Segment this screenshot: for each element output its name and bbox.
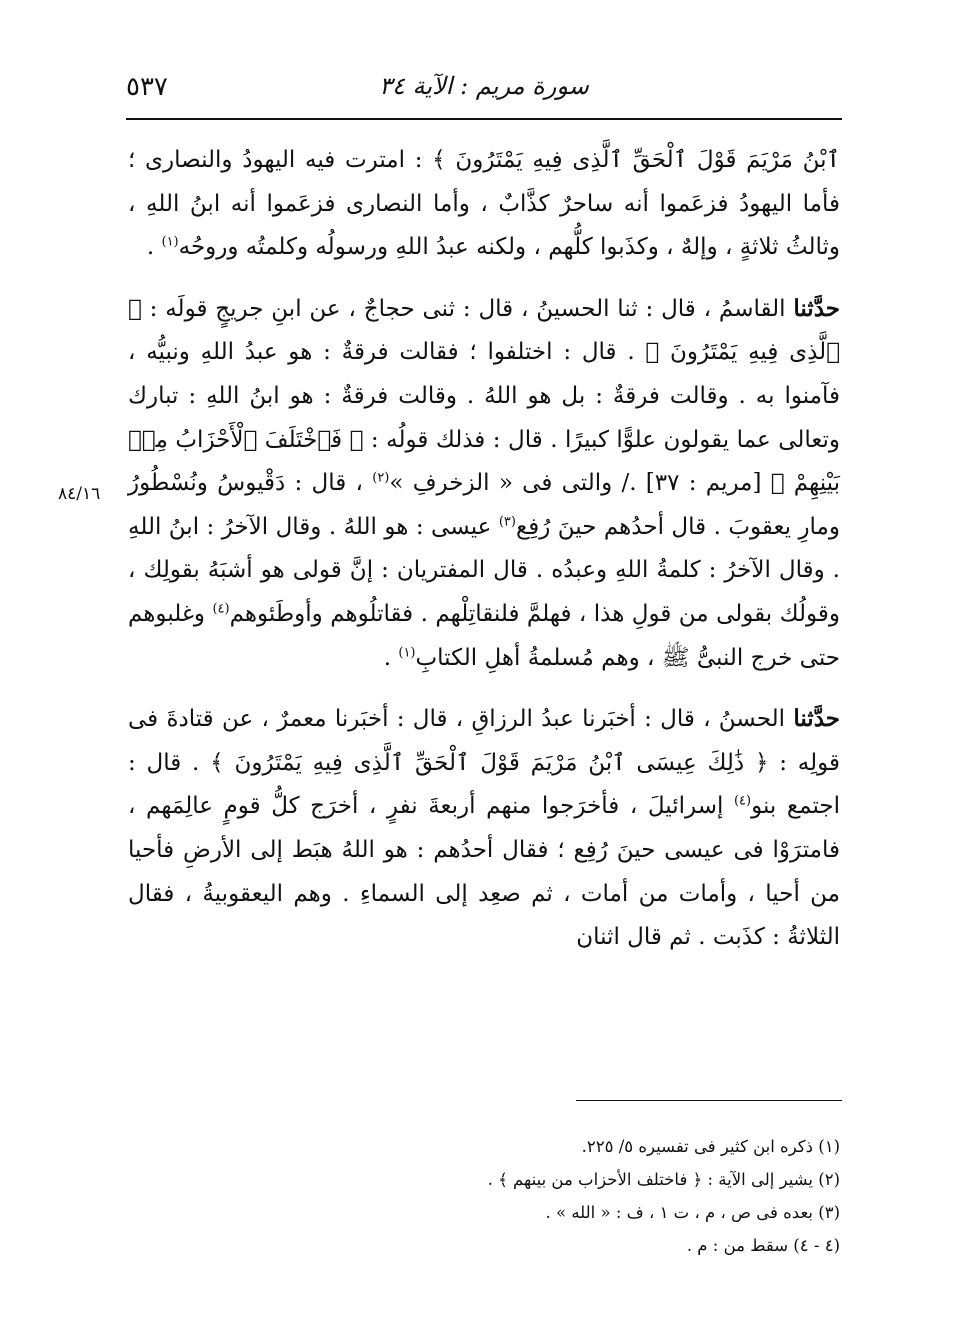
paragraph-spacer <box>128 270 840 287</box>
paragraph-tail: . <box>383 644 399 671</box>
footnote-marker: (١) <box>161 234 179 250</box>
page-number: ٥٣٧ <box>126 72 168 102</box>
footnote-marker: (١) <box>398 644 416 660</box>
paragraph-1 <box>128 138 840 270</box>
footnote-marker: (٤) <box>212 601 230 617</box>
paragraph-lead: حدَّثنا <box>793 705 840 733</box>
footnote-marker: (٤) <box>733 793 752 809</box>
main-text <box>128 138 840 960</box>
paragraph-tail: عيسى : هو اللهُ . وقال الآخرُ : ابنُ اللهِ . وقال الآخرُ : كلمةُ اللهِ وعبدُه . قال المفتريان : إنَّ قولى هو أشبَهُ بقولِك ، وقولُك بقولى من قولِ هذا ، فهلمَّ فلنقاتِلْهم . فقاتلُوهم وأوطَئوهم <box>128 513 840 627</box>
paragraph-spacer <box>128 680 840 697</box>
footnote-marker: (٣) <box>498 514 516 530</box>
footnote-marker: (٢) <box>372 470 390 486</box>
page-header <box>126 70 842 116</box>
footnote-1: (١) ذكره ابن كثير فى تفسيره ٥/ ٢٢٥. <box>581 1137 840 1156</box>
footnote-3: (٣) بعده فى ص ، م ، ت ١ ، ف : « الله » . <box>545 1203 840 1222</box>
footnote-4: (٤ - ٤) سقط من : م . <box>686 1236 840 1255</box>
running-title: سورة مريم : الآية ٣٤ <box>379 72 589 100</box>
footnote-divider <box>576 1100 842 1101</box>
paragraph-text: ٱبْنُ مَرْيَمَ قَوْلَ ٱلْحَقِّ ٱلَّذِى فِيهِ يَمْتَرُونَ ﴾ : امترت فيه اليهودُ والنصارى ؛ فأما اليهودُ فزعَموا أنه ساحرٌ كذَّابٌ ، وأما النصارى فزعَموا أنه ابنُ اللهِ ، وثالثُ ثلاثةٍ ، وإلهٌ ، وكذَبوا كلُّهم ، ولكنه عبدُ اللهِ ورسولُه وكلمتُه وروحُه <box>128 147 840 261</box>
paragraph-lead: حدَّثنا <box>793 294 840 322</box>
paragraph-text: القاسمُ ، قال : ثنا الحسينُ ، قال : ثنى حجاجٌ ، عن ابنِ جريجٍ قولَه : ﴿ ٱلَّذِى فِيهِ يَمْتَرُونَ ﴾ . قال : اختلفوا ؛ فقالت فرقةٌ : هو عبدُ اللهِ ونبيُّه ، فآمنوا به . وقالت فرقةٌ : بل هو اللهُ . وقالت فرقةٌ : هو ابنُ اللهِ : تبارك وتعالى عما يقولون علوًّا كبيرًا . قال : فذلك قولُه : ﴿ فَٱخْتَلَفَ ٱلْأَحْزَابُ مِنۢ بَيْنِهِمْ ﴾ [مريم : ٣٧] ./ والتى فى « الزخرفِ » <box>128 295 840 497</box>
paragraph-tail: . <box>146 234 162 261</box>
footnote-2: (٢) يشير إلى الآية : ﴿ فاختلف الأحزاب من بينهم ﴾ . <box>487 1170 840 1189</box>
paragraph-2 <box>128 287 840 680</box>
margin-reference: ٨٤/١٦ <box>58 484 101 504</box>
header-divider <box>126 118 842 120</box>
footnotes <box>360 1130 840 1262</box>
paragraph-tail: وغلبوهم حتى خرج النبىُّ ﷺ ، وهم مُسلمةُ أهلِ الكتابِ <box>128 600 840 671</box>
paragraph-tail: إسرائيلَ ، فأخرَجوا منهم أربعةَ نفرٍ ، أخرَج كلُّ قومٍ عالِمَهم ، فامترَوْا فى عيسى حينَ رُفِع ؛ فقال أحدُهم : هو اللهُ هبَط إلى الأرضِ فأحيا من أحيا ، وأمات من أمات ، ثم صعِد إلى السماءِ . وهم اليعقوبيةُ ، فقال الثلاثةُ : كذَبت . ثم قال اثنان <box>128 793 840 951</box>
paragraph-3 <box>128 697 840 960</box>
paragraph-text: الحسنُ ، قال : أخبَرنا عبدُ الرزاقِ ، قال : أخبَرنا معمرٌ ، عن قتادةَ فى قولِه : ﴿ ذَٰلِكَ عِيسَى ٱبْنُ مَرْيَمَ قَوْلَ ٱلْحَقِّ ٱلَّذِى فِيهِ يَمْتَرُونَ ﴾ . قال : اجتمع بنو <box>128 706 841 820</box>
paragraph-tail: ، قال : دَقْيوسُ ونُسْطُورُ ومارِ يعقوبَ . قال أحدُهم حينَ رُفِع <box>128 470 840 540</box>
